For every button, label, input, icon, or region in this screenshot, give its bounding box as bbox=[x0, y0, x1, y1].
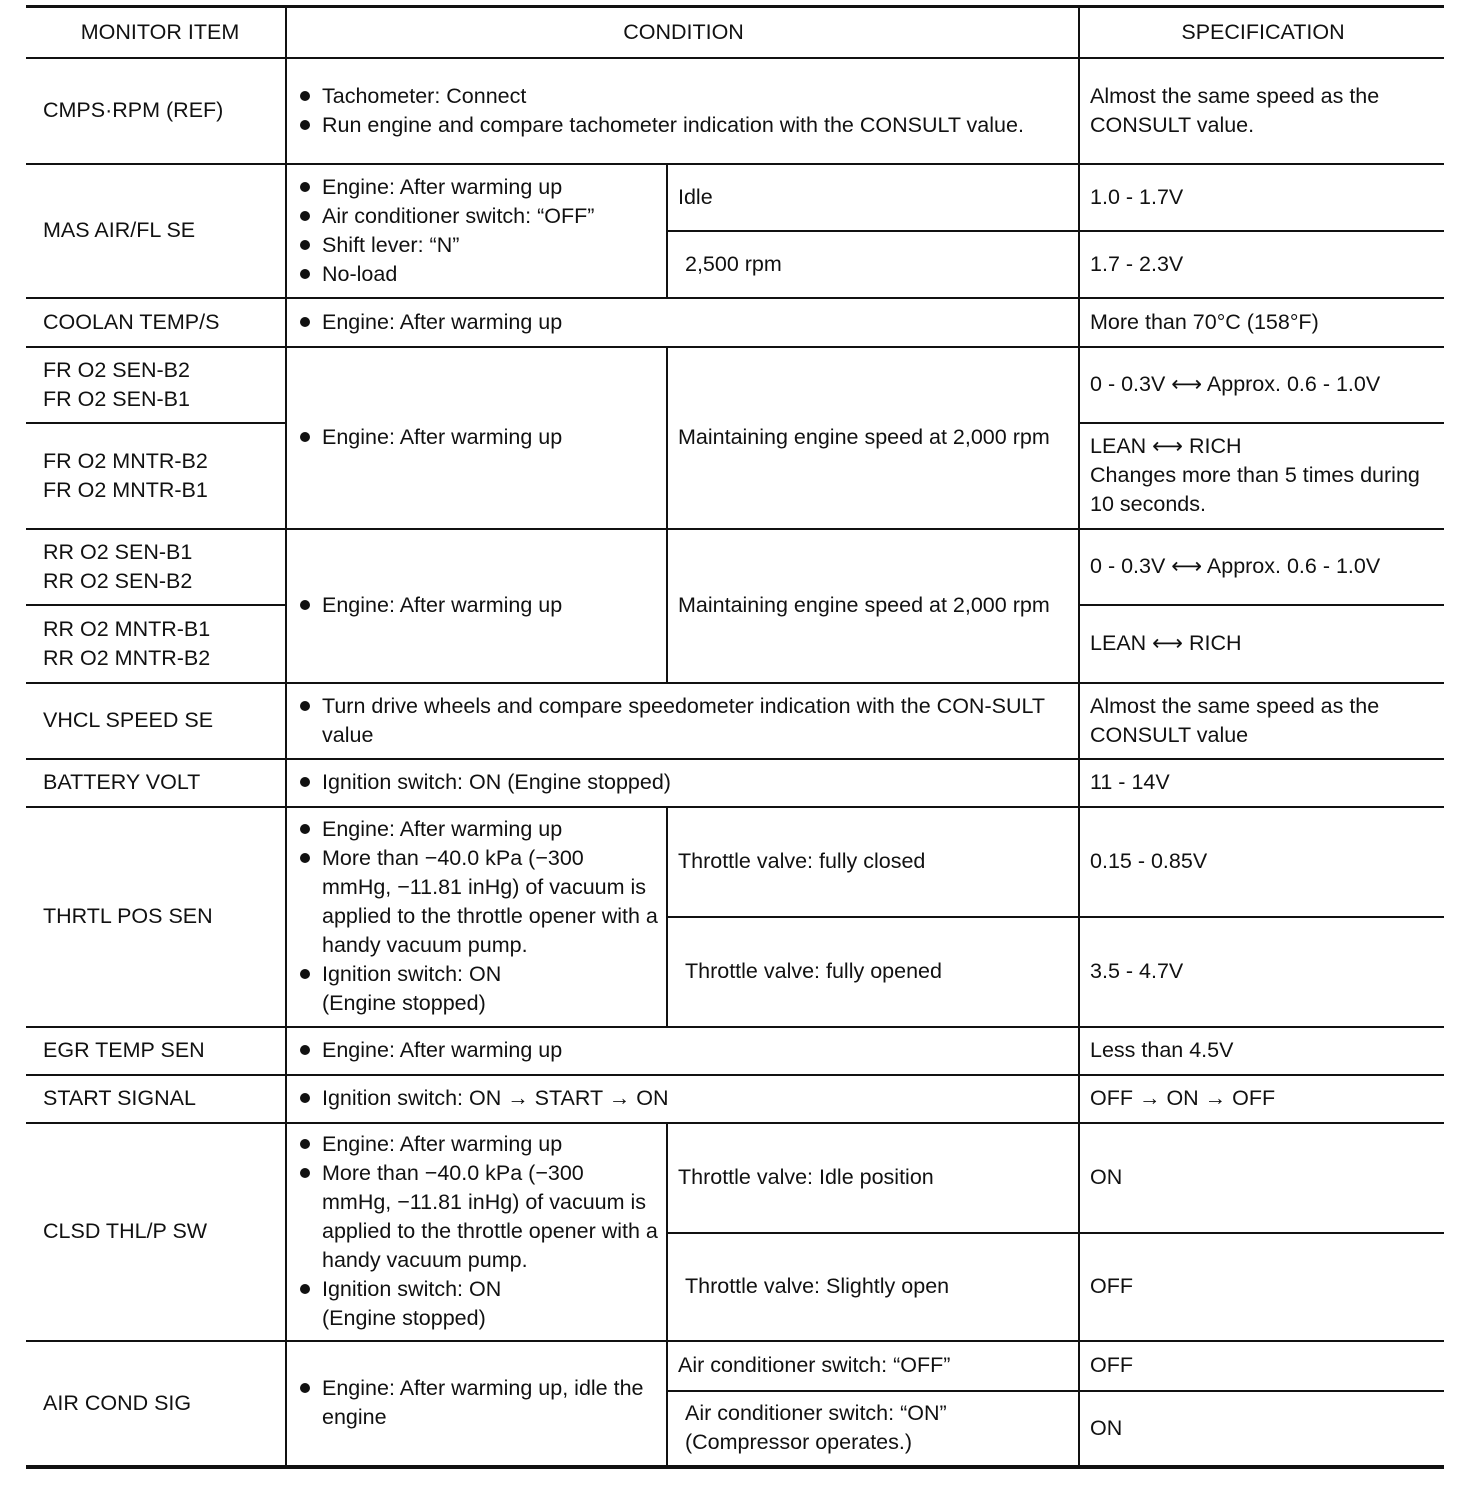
specification-cell: OFF bbox=[1079, 1233, 1444, 1341]
table-row bbox=[26, 58, 1444, 164]
table-row bbox=[26, 1341, 1444, 1391]
bullet-icon bbox=[300, 1139, 310, 1149]
condition-cell bbox=[286, 347, 667, 529]
bullet-icon bbox=[300, 600, 310, 610]
bullet-icon bbox=[300, 317, 310, 327]
condition-cell bbox=[286, 1075, 1079, 1123]
table-row bbox=[26, 807, 1444, 917]
condition-item: Engine: After warming up bbox=[297, 308, 1070, 337]
specification-cell: 0 - 0.3V ⟷ Approx. 0.6 - 1.0V bbox=[1079, 347, 1444, 423]
monitor-item: CMPS·RPM (REF) bbox=[26, 58, 286, 164]
bullet-icon bbox=[300, 1383, 310, 1393]
table-row bbox=[26, 529, 1444, 605]
specification-cell: Almost the same speed as the CONSULT value. bbox=[1079, 58, 1444, 164]
condition-cell bbox=[286, 298, 1079, 347]
sub-condition-cell: Maintaining engine speed at 2,000 rpm bbox=[667, 529, 1079, 683]
monitor-item: CLSD THL/P SW bbox=[26, 1123, 286, 1341]
specification-cell: OFF bbox=[1079, 1341, 1444, 1391]
monitor-item: AIR COND SIG bbox=[26, 1341, 286, 1467]
specification-cell: Almost the same speed as the CONSULT value bbox=[1079, 683, 1444, 759]
monitor-item: FR O2 MNTR-B2 FR O2 MNTR-B1 bbox=[26, 423, 286, 529]
condition-item: Turn drive wheels and compare speedometer indication with the CON-SULT value bbox=[297, 692, 1070, 750]
bullet-icon bbox=[300, 969, 310, 979]
condition-cell bbox=[286, 164, 667, 298]
condition-item: Shift lever: “N” bbox=[297, 231, 658, 260]
bullet-icon bbox=[300, 182, 310, 192]
monitor-item: RR O2 SEN-B1 RR O2 SEN-B2 bbox=[26, 529, 286, 605]
specification-cell: OFF → ON → OFF bbox=[1079, 1075, 1444, 1123]
condition-cell bbox=[286, 58, 1079, 164]
monitor-item: RR O2 MNTR-B1 RR O2 MNTR-B2 bbox=[26, 605, 286, 683]
monitor-item: FR O2 SEN-B2 FR O2 SEN-B1 bbox=[26, 347, 286, 423]
header-condition: CONDITION bbox=[286, 7, 1079, 58]
sub-condition-cell: Maintaining engine speed at 2,000 rpm bbox=[667, 347, 1079, 529]
condition-cell bbox=[286, 1123, 667, 1341]
sub-condition-cell: Air conditioner switch: “OFF” bbox=[667, 1341, 1079, 1391]
condition-cell bbox=[286, 807, 667, 1027]
sub-condition-cell: Throttle valve: fully opened bbox=[667, 917, 1079, 1027]
header-monitor-item: MONITOR ITEM bbox=[26, 7, 286, 58]
monitor-spec-table bbox=[26, 5, 1444, 1469]
condition-item: Ignition switch: ON (Engine stopped) bbox=[297, 1275, 658, 1333]
sub-condition-cell: Idle bbox=[667, 164, 1079, 231]
bullet-icon bbox=[300, 432, 310, 442]
bullet-icon bbox=[300, 269, 310, 279]
monitor-item: BATTERY VOLT bbox=[26, 759, 286, 807]
condition-cell bbox=[286, 529, 667, 683]
condition-item: Ignition switch: ON (Engine stopped) bbox=[297, 768, 1070, 797]
monitor-item: COOLAN TEMP/S bbox=[26, 298, 286, 347]
monitor-spec-table-container bbox=[26, 5, 1444, 1469]
bullet-icon bbox=[300, 824, 310, 834]
specification-cell: 0 - 0.3V ⟷ Approx. 0.6 - 1.0V bbox=[1079, 529, 1444, 605]
bullet-icon bbox=[300, 1284, 310, 1294]
condition-item: More than −40.0 kPa (−300 mmHg, −11.81 inHg) of vacuum is applied to the throttle opener with a handy vacuum pump. bbox=[297, 844, 658, 960]
monitor-item: EGR TEMP SEN bbox=[26, 1027, 286, 1075]
condition-item: Engine: After warming up bbox=[297, 1130, 658, 1159]
bullet-icon bbox=[300, 1093, 310, 1103]
condition-item: No-load bbox=[297, 260, 658, 289]
specification-cell: 0.15 - 0.85V bbox=[1079, 807, 1444, 917]
bullet-icon bbox=[300, 1045, 310, 1055]
table-row bbox=[26, 759, 1444, 807]
sub-condition-cell: 2,500 rpm bbox=[667, 231, 1079, 298]
header-specification: SPECIFICATION bbox=[1079, 7, 1444, 58]
sub-condition-cell: Air conditioner switch: “ON” (Compressor operates.) bbox=[667, 1391, 1079, 1467]
sub-condition-cell: Throttle valve: fully closed bbox=[667, 807, 1079, 917]
specification-cell: Less than 4.5V bbox=[1079, 1027, 1444, 1075]
bullet-icon bbox=[300, 701, 310, 711]
bullet-icon bbox=[300, 91, 310, 101]
bullet-icon bbox=[300, 211, 310, 221]
specification-cell: 1.7 - 2.3V bbox=[1079, 231, 1444, 298]
bullet-icon bbox=[300, 120, 310, 130]
table-row bbox=[26, 164, 1444, 231]
monitor-item: MAS AIR/FL SE bbox=[26, 164, 286, 298]
bullet-icon bbox=[300, 853, 310, 863]
condition-item: Ignition switch: ON (Engine stopped) bbox=[297, 960, 658, 1018]
condition-cell bbox=[286, 683, 1079, 759]
condition-item: Engine: After warming up bbox=[297, 423, 658, 452]
table-row bbox=[26, 683, 1444, 759]
monitor-item: START SIGNAL bbox=[26, 1075, 286, 1123]
condition-item: More than −40.0 kPa (−300 mmHg, −11.81 inHg) of vacuum is applied to the throttle opener with a handy vacuum pump. bbox=[297, 1159, 658, 1275]
specification-cell: ON bbox=[1079, 1123, 1444, 1233]
condition-item: Engine: After warming up bbox=[297, 173, 658, 202]
table-row bbox=[26, 347, 1444, 423]
monitor-item: VHCL SPEED SE bbox=[26, 683, 286, 759]
condition-item: Ignition switch: ON → START → ON bbox=[297, 1084, 1070, 1113]
condition-cell bbox=[286, 1027, 1079, 1075]
bullet-icon bbox=[300, 1168, 310, 1178]
specification-cell: More than 70°C (158°F) bbox=[1079, 298, 1444, 347]
specification-cell: LEAN ⟷ RICH bbox=[1079, 605, 1444, 683]
table-row bbox=[26, 1123, 1444, 1233]
condition-item: Engine: After warming up bbox=[297, 815, 658, 844]
monitor-item: THRTL POS SEN bbox=[26, 807, 286, 1027]
condition-item: Engine: After warming up bbox=[297, 1036, 1070, 1065]
specification-cell: ON bbox=[1079, 1391, 1444, 1467]
condition-item: Tachometer: Connect bbox=[297, 82, 1070, 111]
specification-cell: 1.0 - 1.7V bbox=[1079, 164, 1444, 231]
specification-cell: 3.5 - 4.7V bbox=[1079, 917, 1444, 1027]
header-row bbox=[26, 7, 1444, 58]
condition-item: Run engine and compare tachometer indication with the CONSULT value. bbox=[297, 111, 1070, 140]
condition-item: Air conditioner switch: “OFF” bbox=[297, 202, 658, 231]
specification-cell: 11 - 14V bbox=[1079, 759, 1444, 807]
sub-condition-cell: Throttle valve: Idle position bbox=[667, 1123, 1079, 1233]
table-row bbox=[26, 1027, 1444, 1075]
bullet-icon bbox=[300, 240, 310, 250]
condition-item: Engine: After warming up bbox=[297, 591, 658, 620]
table-row bbox=[26, 1075, 1444, 1123]
condition-item: Engine: After warming up, idle the engine bbox=[297, 1374, 658, 1432]
sub-condition-cell: Throttle valve: Slightly open bbox=[667, 1233, 1079, 1341]
bullet-icon bbox=[300, 777, 310, 787]
condition-cell bbox=[286, 759, 1079, 807]
table-row bbox=[26, 298, 1444, 347]
condition-cell bbox=[286, 1341, 667, 1467]
specification-cell: LEAN ⟷ RICH Changes more than 5 times during 10 seconds. bbox=[1079, 423, 1444, 529]
